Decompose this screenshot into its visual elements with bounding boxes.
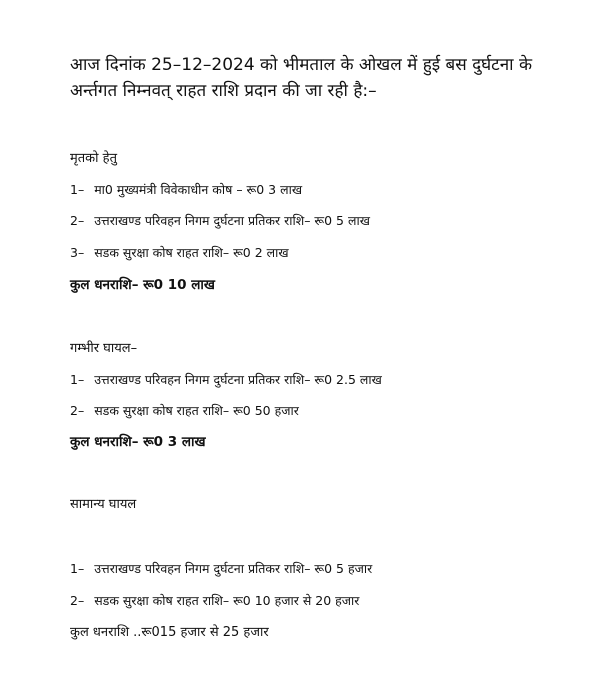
intro-line-2: अर्न्तगत निम्नवत् राहत राशि प्रदान की जा रही है:– [70, 81, 377, 101]
item-text: उत्तराखण्ड परिवहन निगम दुर्घटना प्रतिकर राशि– रू0 5 हजार [94, 561, 373, 576]
intro-line-1: आज दिनांक 25–12–2024 को भीमताल के ओखल में हुई बस दुर्घटना के [70, 55, 533, 75]
item-text: सडक सुरक्षा कोष राहत राशि– रू0 2 लाख [94, 245, 289, 260]
item-text: उत्तराखण्ड परिवहन निगम दुर्घटना प्रतिकर राशि– रू0 2.5 लाख [94, 372, 382, 387]
list-item [70, 371, 382, 389]
item-text: मा0 मुख्यमंत्री विवेकाधीन कोष – रू0 3 लाख [94, 182, 303, 197]
item-number: 1– [70, 182, 85, 197]
section-heading-minor: सामान्य घायल [70, 497, 137, 512]
item-text: सडक सुरक्षा कोष राहत राशि– रू0 50 हजार [94, 403, 299, 418]
list-item [70, 592, 359, 610]
item-number: 3– [70, 245, 85, 260]
item-number: 2– [70, 593, 85, 608]
list-item [70, 244, 289, 262]
section-heading-deceased: मृतको हेतु [70, 151, 117, 166]
item-number: 2– [70, 213, 85, 228]
item-number: 2– [70, 403, 85, 418]
section-total-serious: कुल धनराशि– रू0 3 लाख [70, 434, 206, 450]
intro-paragraph [70, 52, 590, 104]
list-item [70, 560, 372, 578]
section-total-deceased: कुल धनराशि– रू0 10 लाख [70, 277, 215, 293]
list-item [70, 181, 302, 199]
section-heading-serious: गम्भीर घायल– [70, 341, 138, 356]
item-text: उत्तराखण्ड परिवहन निगम दुर्घटना प्रतिकर राशि– रू0 5 लाख [94, 213, 370, 228]
item-number: 1– [70, 561, 85, 576]
item-number: 1– [70, 372, 85, 387]
list-item [70, 402, 299, 420]
item-text: सडक सुरक्षा कोष राहत राशि– रू0 10 हजार से 20 हजार [94, 593, 360, 608]
section-total-minor: कुल धनराशि ..रू015 हजार से 25 हजार [70, 625, 269, 640]
list-item [70, 212, 370, 230]
